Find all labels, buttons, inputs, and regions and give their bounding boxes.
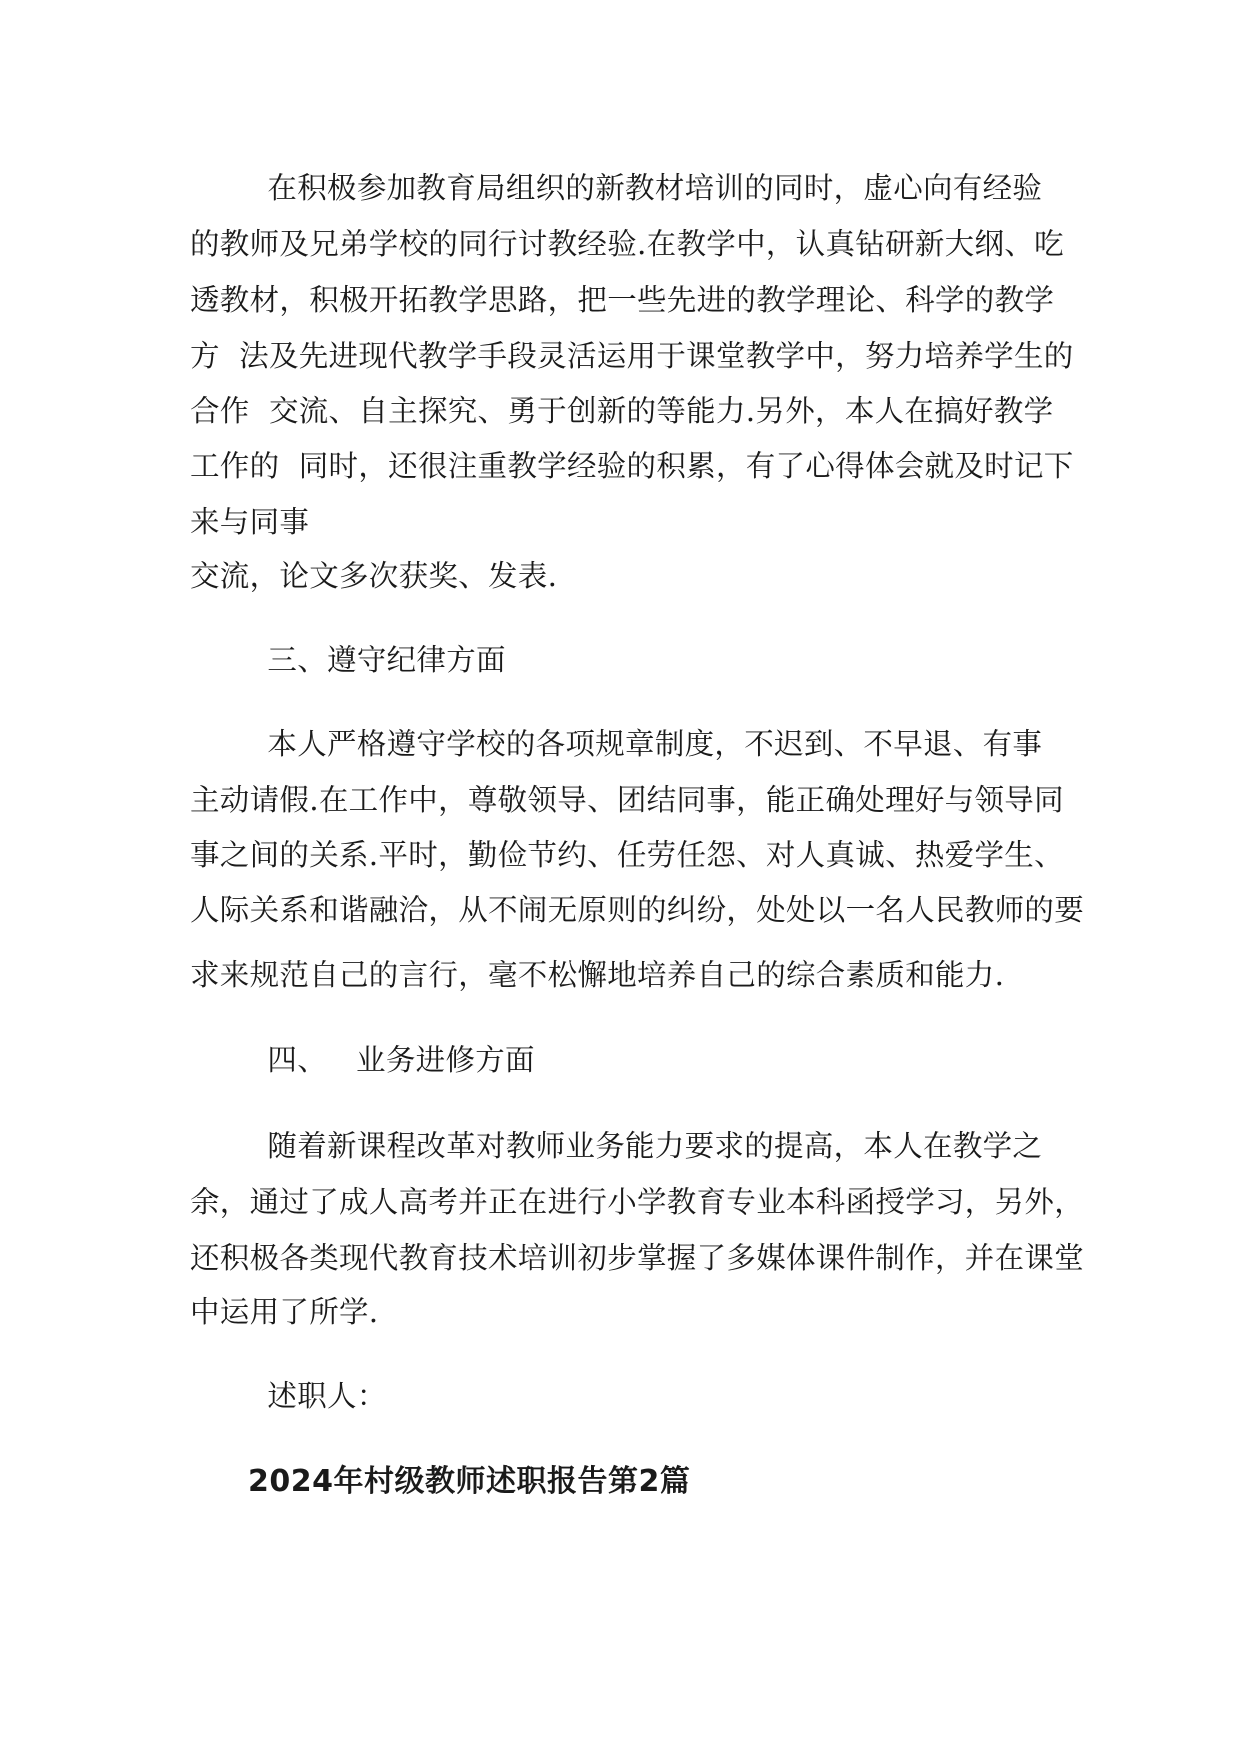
section-heading: 三、遵守纪律方面 xyxy=(190,643,506,677)
paragraph-line: 还积极各类现代教育技术培训初步掌握了多媒体课件制作，并在课堂 xyxy=(190,1241,1085,1275)
paragraph-line: 事之间的关系.平时，勤俭节约、任劳任怨、对人真诚、热爱学生、 xyxy=(190,838,1064,872)
paragraph-line: 主动请假.在工作中，尊敬领导、团结同事，能正确处理好与领导同 xyxy=(190,783,1064,817)
article-title: 2024年村级教师述职报告第2篇 xyxy=(248,1464,691,1499)
paragraph-line: 方 法及先进现代教学手段灵活运用于课堂教学中，努力培养学生的 xyxy=(190,339,1074,373)
section-heading: 四、 业务进修方面 xyxy=(190,1043,535,1077)
paragraph-line: 中运用了所学. xyxy=(190,1295,379,1329)
paragraph-line: 人际关系和谐融洽，从不闹无原则的纠纷，处处以一名人民教师的要 xyxy=(190,893,1085,927)
paragraph-line: 本人严格遵守学校的各项规章制度，不迟到、不早退、有事 xyxy=(190,727,1043,761)
paragraph-line: 在积极参加教育局组织的新教材培训的同时，虚心向有经验 xyxy=(190,171,1043,205)
paragraph-line: 交流，论文多次获奖、发表. xyxy=(190,559,558,593)
paragraph-line: 来与同事 xyxy=(190,505,310,539)
paragraph-line: 随着新课程改革对教师业务能力要求的提高，本人在教学之 xyxy=(190,1129,1043,1163)
paragraph-line: 的教师及兄弟学校的同行讨教经验.在教学中，认真钻研新大纲、吃 xyxy=(190,227,1064,261)
paragraph-line: 透教材，积极开拓教学思路，把一些先进的教学理论、科学的教学 xyxy=(190,283,1055,317)
signature-label: 述职人： xyxy=(190,1379,387,1413)
paragraph-line: 工作的 同时，还很注重教学经验的积累，有了心得体会就及时记下 xyxy=(190,449,1074,483)
paragraph-line: 合作 交流、自主探究、勇于创新的等能力.另外，本人在搞好教学 xyxy=(190,394,1054,428)
paragraph-line: 求来规范自己的言行，毫不松懈地培养自己的综合素质和能力. xyxy=(190,958,1005,992)
paragraph-line: 余，通过了成人高考并正在进行小学教育专业本科函授学习，另外， xyxy=(190,1185,1085,1219)
